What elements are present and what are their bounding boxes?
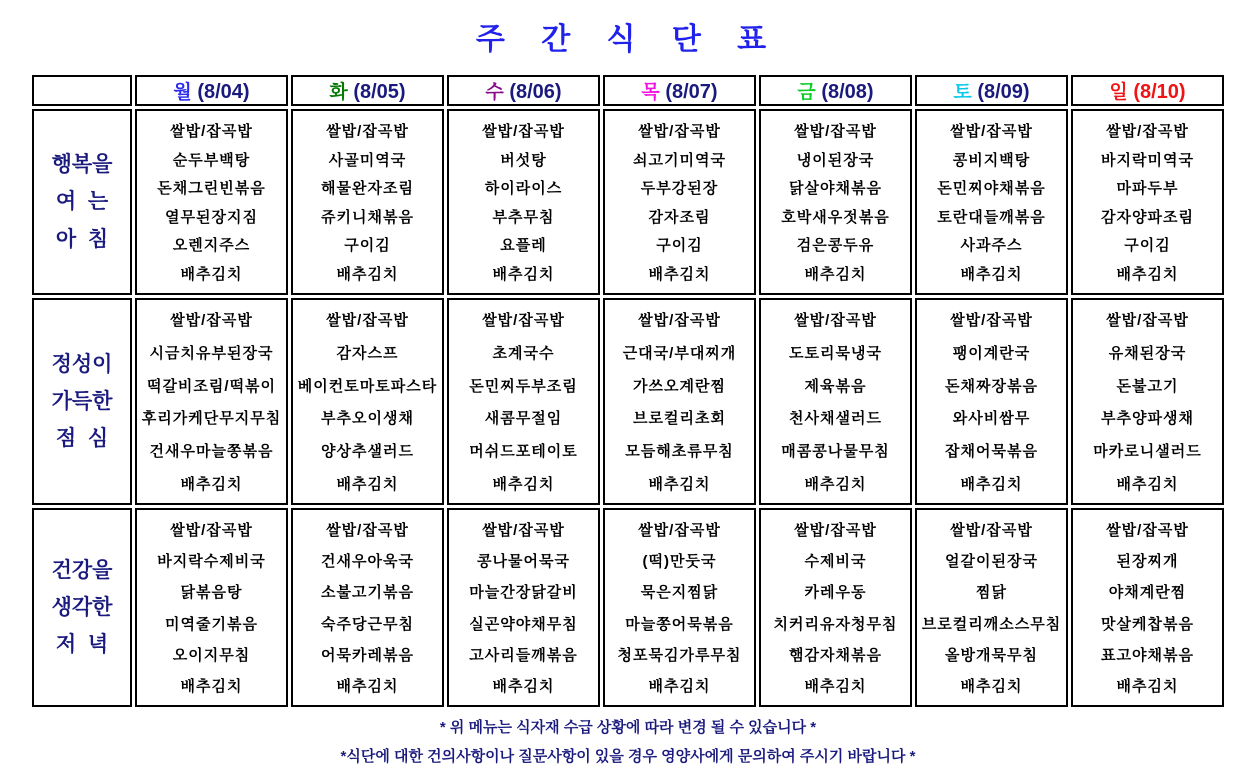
- day-date: (8/04): [197, 81, 250, 103]
- menu-item: 요플레: [500, 237, 547, 255]
- menu-item: 바지락수제비국: [157, 553, 266, 571]
- menu-item: 쌀밥/잡곡밥: [482, 522, 565, 539]
- menu-cell-r1-d4: [603, 298, 756, 505]
- menu-item: 냉이된장국: [796, 151, 875, 169]
- menu-item: 배추김치: [960, 475, 1023, 493]
- menu-item: 건새우아욱국: [321, 553, 414, 571]
- menu-item: 배추김치: [336, 265, 399, 283]
- menu-item: 시금치유부된장국: [149, 344, 274, 362]
- label-line: 생각한: [51, 595, 113, 619]
- menu-item: 청포묵김가루무침: [617, 646, 742, 664]
- menu-item: 쌀밥/잡곡밥: [638, 312, 721, 329]
- menu-item: 감자조림: [648, 208, 711, 226]
- day-date: (8/08): [821, 81, 874, 103]
- corner-cell: [32, 75, 132, 106]
- menu-item: 돈채그린빈볶음: [157, 180, 266, 198]
- menu-item: 브로컬리초회: [633, 410, 726, 428]
- menu-item: 해물완자조림: [321, 180, 414, 198]
- menu-cell-r2-d2: [291, 508, 444, 707]
- menu-item: 소불고기볶음: [321, 584, 414, 602]
- menu-item: 머쉬드포테이토: [469, 443, 578, 461]
- menu-item: 돈민찌두부조림: [469, 377, 578, 395]
- menu-item: 맛살케찹볶음: [1101, 615, 1194, 633]
- menu-item: 쌀밥/잡곡밥: [794, 522, 877, 539]
- menu-item: 묵은지찜닭: [640, 584, 719, 602]
- meal-row-0: [32, 109, 1224, 295]
- menu-item: 치커리유자청무침: [773, 615, 898, 633]
- menu-cell-r1-d1: [135, 298, 288, 505]
- menu-item: 하이라이스: [484, 180, 563, 198]
- menu-item: 유채된장국: [1108, 344, 1187, 362]
- label-line: 여 는: [55, 190, 109, 214]
- cell-lines: [761, 300, 910, 503]
- day-date: (8/10): [1133, 81, 1186, 103]
- menu-item: 토란대들깨볶음: [937, 208, 1046, 226]
- cell-lines: [293, 111, 442, 293]
- menu-item: 쌀밥/잡곡밥: [638, 123, 721, 140]
- menu-item: 쌀밥/잡곡밥: [794, 312, 877, 329]
- menu-item: 배추김치: [648, 265, 711, 283]
- label-line: 저 녁: [55, 633, 109, 657]
- menu-item: 버섯탕: [500, 151, 547, 169]
- menu-item: 부추무침: [492, 208, 555, 226]
- cell-lines: [917, 111, 1066, 293]
- menu-cell-r2-d3: [447, 508, 600, 707]
- menu-item: 된장찌개: [1116, 553, 1179, 571]
- cell-lines: [917, 510, 1066, 705]
- meal-row-1: [32, 298, 1224, 505]
- menu-item: 쌀밥/잡곡밥: [1106, 522, 1189, 539]
- menu-table-head: [32, 75, 1224, 106]
- menu-item: 쌀밥/잡곡밥: [950, 123, 1033, 140]
- cell-lines: [137, 510, 286, 705]
- menu-cell-r1-d6: [915, 298, 1068, 505]
- menu-item: 배추김치: [180, 677, 243, 695]
- menu-item: 배추김치: [180, 265, 243, 283]
- menu-item: 쌀밥/잡곡밥: [326, 312, 409, 329]
- menu-item: 근대국/부대찌개: [622, 344, 737, 362]
- menu-item: 고사리들깨볶음: [469, 646, 578, 664]
- meal-row-2: [32, 508, 1224, 707]
- menu-item: 부추오이생채: [321, 410, 414, 428]
- menu-item: 배추김치: [960, 677, 1023, 695]
- menu-item: 가쓰오계란찜: [633, 377, 726, 395]
- footer-note-2: *식단에 대한 건의사항이나 질문사항이 있을 경우 영양사에게 문의하여 주시기 바랍니다 *: [340, 748, 916, 765]
- menu-item: 쥬키니채볶음: [321, 208, 414, 226]
- cell-lines: [293, 300, 442, 503]
- menu-item: 와사비쌈무: [952, 410, 1031, 428]
- cell-lines: [605, 300, 754, 503]
- menu-item: 배추김치: [336, 475, 399, 493]
- menu-item: 마파두부: [1116, 180, 1179, 198]
- menu-item: 배추김치: [492, 265, 555, 283]
- menu-item: 카레우동: [804, 584, 867, 602]
- label-line: 정성이: [51, 352, 113, 376]
- menu-cell-r1-d7: [1071, 298, 1224, 505]
- day-header-3: [447, 75, 600, 106]
- menu-item: 배추김치: [960, 265, 1023, 283]
- page-title: 주 간 식 단 표: [475, 23, 781, 56]
- menu-item: 구이김: [344, 237, 391, 255]
- meal-label-0: [32, 109, 132, 295]
- menu-item: 닭볶음탕: [180, 584, 243, 602]
- meal-label-2: [32, 508, 132, 707]
- menu-item: 바지락미역국: [1101, 151, 1194, 169]
- menu-item: 쌀밥/잡곡밥: [1106, 312, 1189, 329]
- menu-item: 돈채짜장볶음: [945, 377, 1038, 395]
- day-header-4: [603, 75, 756, 106]
- day-char: 수: [485, 82, 504, 103]
- menu-item: 양상추샐러드: [321, 443, 414, 461]
- day-char: 목: [641, 82, 660, 103]
- menu-item: 쌀밥/잡곡밥: [1106, 123, 1189, 140]
- menu-item: 쌀밥/잡곡밥: [170, 312, 253, 329]
- menu-item: 얼갈이된장국: [945, 553, 1038, 571]
- menu-item: 베이컨토마토파스타: [297, 377, 438, 395]
- cell-lines: [917, 300, 1066, 503]
- menu-item: 쌀밥/잡곡밥: [482, 312, 565, 329]
- menu-item: 햄감자채볶음: [789, 646, 882, 664]
- cell-lines: [1073, 510, 1222, 705]
- menu-item: 브로컬리깨소스무침: [921, 615, 1062, 633]
- label-line: 가득한: [51, 389, 113, 413]
- day-char: 화: [329, 82, 348, 103]
- menu-item: 야채계란찜: [1108, 584, 1187, 602]
- menu-item: 수제비국: [804, 553, 867, 571]
- menu-item: 쌀밥/잡곡밥: [482, 123, 565, 140]
- menu-item: 제육볶음: [804, 377, 867, 395]
- day-char: 금: [797, 82, 816, 103]
- menu-item: 떡갈비조림/떡볶이: [146, 377, 277, 395]
- menu-item: 호박새우젓볶음: [781, 208, 890, 226]
- menu-cell-r0-d5: [759, 109, 912, 295]
- menu-item: 미역줄기볶음: [165, 615, 258, 633]
- menu-item: 배추김치: [1116, 265, 1179, 283]
- menu-cell-r0-d7: [1071, 109, 1224, 295]
- menu-item: 배추김치: [492, 475, 555, 493]
- menu-table-body: [32, 109, 1224, 707]
- menu-item: 어묵카레볶음: [321, 646, 414, 664]
- menu-item: 콩비지백탕: [952, 151, 1031, 169]
- cell-lines: [761, 111, 910, 293]
- cell-lines: [605, 111, 754, 293]
- menu-item: 쌀밥/잡곡밥: [326, 522, 409, 539]
- day-header-5: [759, 75, 912, 106]
- menu-item: 콩나물어묵국: [477, 553, 570, 571]
- menu-cell-r2-d1: [135, 508, 288, 707]
- menu-item: 쌀밥/잡곡밥: [794, 123, 877, 140]
- menu-cell-r2-d5: [759, 508, 912, 707]
- menu-item: 모듬해초류무침: [625, 443, 734, 461]
- menu-item: 오렌지주스: [172, 237, 251, 255]
- day-header-2: [291, 75, 444, 106]
- day-header-6: [915, 75, 1068, 106]
- menu-item: 실곤약야채무침: [469, 615, 578, 633]
- menu-item: 팽이계란국: [952, 344, 1031, 362]
- menu-item: 마늘쫑어묵볶음: [625, 615, 734, 633]
- menu-table: [29, 72, 1227, 710]
- menu-item: 매콤콩나물무침: [781, 443, 890, 461]
- menu-item: 천사채샐러드: [789, 410, 882, 428]
- menu-cell-r2-d4: [603, 508, 756, 707]
- label-line: 아 침: [55, 227, 109, 251]
- menu-item: 오이지무침: [172, 646, 251, 664]
- day-header-7: [1071, 75, 1224, 106]
- menu-item: 배추김치: [1116, 475, 1179, 493]
- menu-item: 쌀밥/잡곡밥: [326, 123, 409, 140]
- day-date: (8/06): [509, 81, 562, 103]
- cell-lines: [1073, 111, 1222, 293]
- menu-cell-r2-d6: [915, 508, 1068, 707]
- menu-cell-r1-d3: [447, 298, 600, 505]
- menu-item: 배추김치: [336, 677, 399, 695]
- footer-note-1: * 위 메뉴는 식자재 수급 상황에 따라 변경 될 수 있습니다 *: [439, 719, 817, 736]
- menu-cell-r0-d4: [603, 109, 756, 295]
- cell-lines: [605, 510, 754, 705]
- menu-item: 숙주당근무침: [321, 615, 414, 633]
- menu-item: 두부강된장: [640, 180, 719, 198]
- menu-item: 배추김치: [648, 677, 711, 695]
- label-line: 행복을: [51, 153, 113, 177]
- cell-lines: [761, 510, 910, 705]
- menu-item: 돈불고기: [1116, 377, 1179, 395]
- menu-item: 쇠고기미역국: [633, 151, 726, 169]
- menu-item: 새콤무절임: [484, 410, 563, 428]
- menu-item: 배추김치: [1116, 677, 1179, 695]
- menu-item: 찜닭: [976, 584, 1007, 602]
- menu-item: 쌀밥/잡곡밥: [950, 522, 1033, 539]
- footer: [0, 716, 1256, 766]
- menu-item: 배추김치: [804, 475, 867, 493]
- menu-item: 도토리묵냉국: [789, 344, 882, 362]
- menu-item: 부추양파생채: [1101, 410, 1194, 428]
- cell-lines: [293, 510, 442, 705]
- meal-label-1: [32, 298, 132, 505]
- menu-item: 배추김치: [180, 475, 243, 493]
- menu-item: 쌀밥/잡곡밥: [950, 312, 1033, 329]
- menu-item: 후리가케단무지무침: [141, 410, 282, 428]
- menu-item: 구이김: [1124, 237, 1171, 255]
- day-char: 토: [953, 82, 972, 103]
- menu-cell-r0-d2: [291, 109, 444, 295]
- menu-cell-r2-d7: [1071, 508, 1224, 707]
- header-row: [32, 75, 1224, 106]
- menu-item: (떡)만둣국: [642, 553, 717, 571]
- menu-item: 배추김치: [804, 677, 867, 695]
- menu-item: 사과주스: [960, 237, 1023, 255]
- menu-item: 마늘간장닭갈비: [469, 584, 578, 602]
- menu-cell-r1-d5: [759, 298, 912, 505]
- menu-cell-r0-d1: [135, 109, 288, 295]
- day-header-1: [135, 75, 288, 106]
- menu-item: 마카로니샐러드: [1093, 443, 1202, 461]
- menu-item: 쌀밥/잡곡밥: [170, 123, 253, 140]
- menu-item: 잡채어묵볶음: [945, 443, 1038, 461]
- menu-item: 순두부백탕: [172, 151, 251, 169]
- menu-item: 감자스프: [336, 344, 399, 362]
- day-char: 일: [1109, 82, 1128, 103]
- menu-item: 닭살야채볶음: [789, 180, 882, 198]
- cell-lines: [449, 300, 598, 503]
- menu-item: 구이김: [656, 237, 703, 255]
- label-line: 점 심: [55, 427, 109, 451]
- day-date: (8/07): [665, 81, 718, 103]
- menu-item: 검은콩두유: [796, 237, 875, 255]
- menu-cell-r0-d3: [447, 109, 600, 295]
- menu-item: 열무된장지짐: [165, 208, 258, 226]
- cell-lines: [1073, 300, 1222, 503]
- day-char: 월: [173, 82, 192, 103]
- menu-cell-r0-d6: [915, 109, 1068, 295]
- menu-item: 쌀밥/잡곡밥: [638, 522, 721, 539]
- menu-item: 건새우마늘쫑볶음: [149, 443, 274, 461]
- menu-item: 초계국수: [492, 344, 555, 362]
- menu-item: 배추김치: [492, 677, 555, 695]
- menu-item: 쌀밥/잡곡밥: [170, 522, 253, 539]
- menu-item: 배추김치: [648, 475, 711, 493]
- menu-item: 사골미역국: [328, 151, 407, 169]
- cell-lines: [449, 510, 598, 705]
- menu-item: 배추김치: [804, 265, 867, 283]
- menu-item: 올방개묵무침: [945, 646, 1038, 664]
- menu-item: 돈민찌야채볶음: [937, 180, 1046, 198]
- menu-item: 표고야채볶음: [1101, 646, 1194, 664]
- day-date: (8/05): [353, 81, 406, 103]
- cell-lines: [137, 111, 286, 293]
- menu-item: 감자양파조림: [1101, 208, 1194, 226]
- cell-lines: [449, 111, 598, 293]
- label-line: 건강을: [51, 558, 113, 582]
- cell-lines: [137, 300, 286, 503]
- day-date: (8/09): [977, 81, 1030, 103]
- menu-cell-r1-d2: [291, 298, 444, 505]
